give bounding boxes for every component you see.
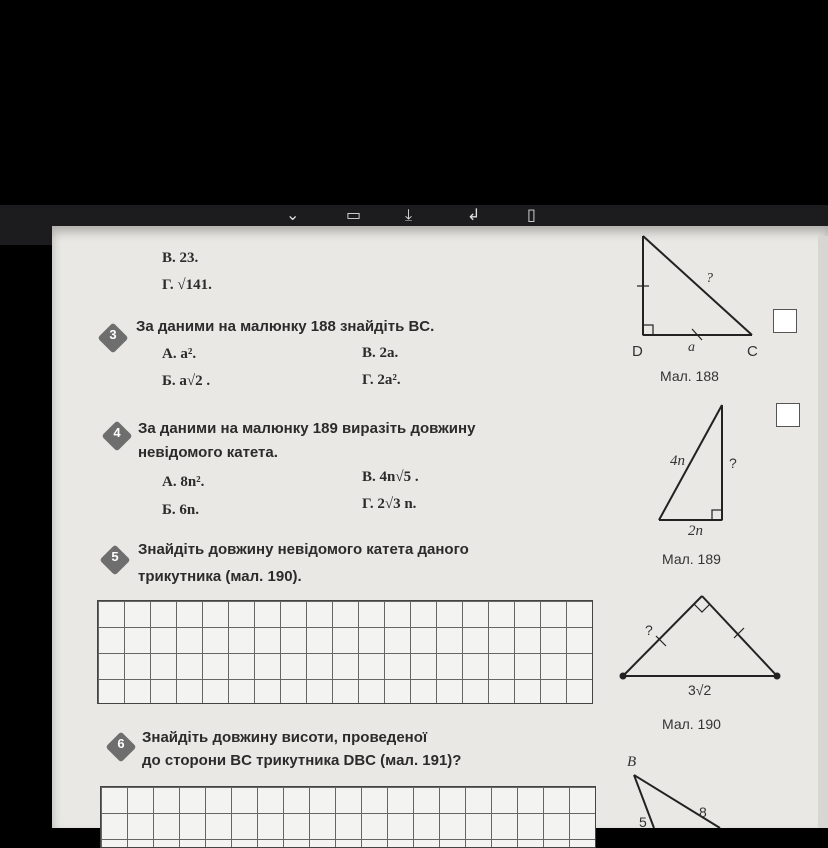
q3-option-v: В. 2a. [362,345,399,361]
question-3-text: За даними на малюнку 188 знайдіть BC. [136,318,435,335]
fig188-vertex-c: C [747,343,758,360]
prev-option-g: Г. √141. [162,277,212,293]
square-icon[interactable]: ▭ [346,205,362,224]
question-4-number: 4 [113,425,121,440]
q4-option-v: В. 4n√5 . [362,469,419,485]
figure-188-triangle [637,236,752,340]
fig188-vertex-d: D [632,343,643,360]
figure-189-triangle [659,405,722,520]
fig189-caption: Мал. 189 [662,551,721,567]
question-5-text-line1: Знайдіть довжину невідомого катета даного [138,541,469,558]
fig191-side-5: 5 [639,814,647,830]
question-4-text-line1: За даними на малюнку 189 виразіть довжину [138,420,476,437]
q3-option-b: Б. a√2 . [162,373,211,389]
fig189-leg-q: ? [729,455,737,471]
question-5-number: 5 [111,549,119,564]
share-icon[interactable]: ↲ [467,205,481,224]
fig189-hyp-label: 4n [670,453,685,469]
trash-icon[interactable]: ▯ [527,205,536,224]
question-6-text-line2: до сторони BC трикутника DBC (мал. 191)? [142,752,462,769]
q3-option-g: Г. 2a². [362,372,401,388]
prev-option-b: В. 23. [162,250,199,266]
question-6-number: 6 [117,736,125,751]
fig190-base-label: 3√2 [688,682,712,698]
fig188-caption: Мал. 188 [660,368,719,384]
fig189-leg-label: 2n [688,523,703,539]
fig188-hyp-label: ? [706,271,713,286]
q4-option-g: Г. 2√3 n. [362,496,417,512]
download-icon[interactable]: ⤓ [405,205,413,224]
question-3-number: 3 [109,327,117,342]
question-4-text-line2: невідомого катета. [138,444,278,461]
fig190-leg-q: ? [645,622,653,638]
fig191-side-8: 8 [699,804,707,820]
q3-option-a: А. a². [162,346,197,362]
fig191-vertex-b: B [627,754,637,770]
fig190-caption: Мал. 190 [662,716,721,732]
q4-option-b: Б. 6n. [162,502,200,518]
q4-option-a: А. 8n². [162,474,205,490]
question-6-text-line1: Знайдіть довжину висоти, проведеної [142,729,428,746]
fig188-side-a: a [688,340,695,355]
question-5-text-line2: трикутника (мал. 190). [138,568,302,585]
chevron-down-icon[interactable]: ⌄ [286,205,300,224]
